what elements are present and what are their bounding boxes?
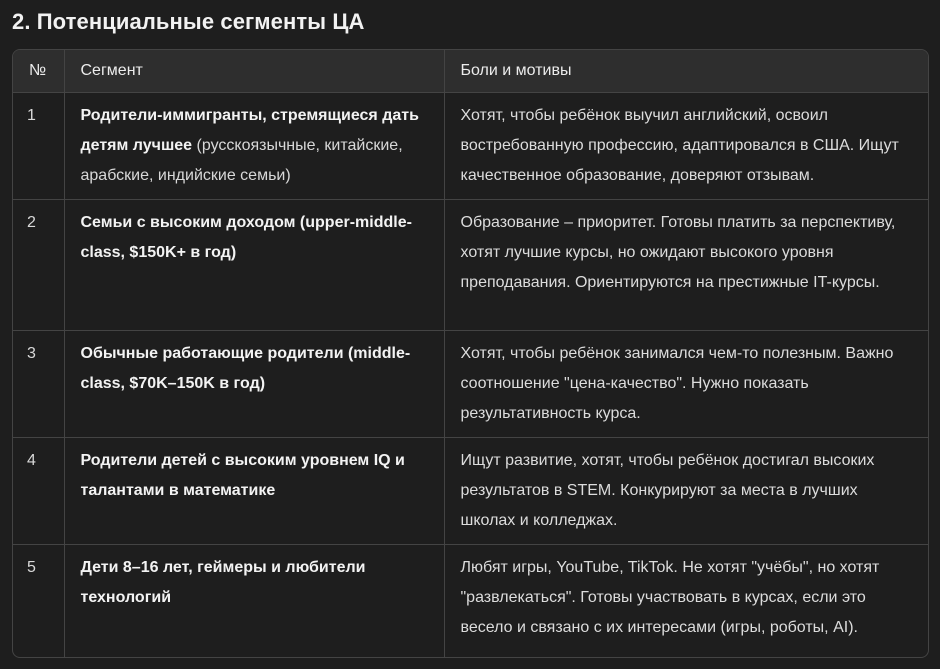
pains-cell: Любят игры, YouTube, TikTok. Не хотят "учёбы", но хотят "развлекаться". Готовы участвовать в курсах, если это весело и связано с их интересами (игры, роботы, AI).	[460, 559, 880, 636]
segment-cell	[64, 93, 444, 200]
pains-cell: Хотят, чтобы ребёнок занимался чем-то полезным. Важно соотношение "цена-качество". Нужно показать результативность курса.	[444, 331, 928, 438]
row-number: 5	[13, 545, 64, 659]
table-row	[13, 331, 928, 438]
header-segment: Сегмент	[64, 50, 444, 93]
table-row	[13, 438, 928, 545]
table-row	[13, 93, 928, 200]
row-number: 1	[13, 93, 64, 200]
table-header-row	[13, 50, 928, 93]
pains-cell: Ищут развитие, хотят, чтобы ребёнок достигал высоких результатов в STEM. Конкурируют за места в лучших школах и колледжах.	[444, 438, 928, 545]
segment-cell	[64, 545, 444, 659]
segment-name: Родители-иммигранты, стремящиеся дать детям лучшее	[80, 107, 419, 154]
segments-table	[12, 49, 929, 658]
header-pains: Боли и мотивы	[444, 50, 928, 93]
header-number: №	[13, 50, 64, 93]
pains-cell: Хотят, чтобы ребёнок выучил английский, освоил востребованную профессию, адаптировался в США. Ищут качественное образование, доверяют отзывам.	[444, 93, 928, 200]
pains-cell: Образование – приоритет. Готовы платить за перспективу, хотят лучшие курсы, но ожидают высокого уровня преподавания. Ориентируются на престижные IT-курсы.	[444, 200, 928, 331]
section-heading: 2. Потенциальные сегменты ЦА	[12, 9, 365, 34]
row-number: 3	[13, 331, 64, 438]
table-row	[13, 200, 928, 331]
segment-details: (русскоязычные, китайские, арабские, индийские семьи)	[80, 137, 403, 184]
row-number: 2	[13, 200, 64, 331]
segment-name: Обычные работающие родители (middle-class, $70K–150K в год)	[80, 345, 411, 392]
segment-cell	[64, 438, 444, 545]
row-number: 4	[13, 438, 64, 545]
segment-cell	[64, 200, 444, 331]
segment-name: Родители детей с высоким уровнем IQ и талантами в математике	[80, 452, 405, 499]
segment-name: Дети 8–16 лет, геймеры и любители технологий	[80, 559, 366, 606]
segment-name: Семьи с высоким доходом (upper-middle-class, $150K+ в год)	[80, 214, 412, 261]
table-row	[13, 545, 928, 659]
segment-cell	[64, 331, 444, 438]
